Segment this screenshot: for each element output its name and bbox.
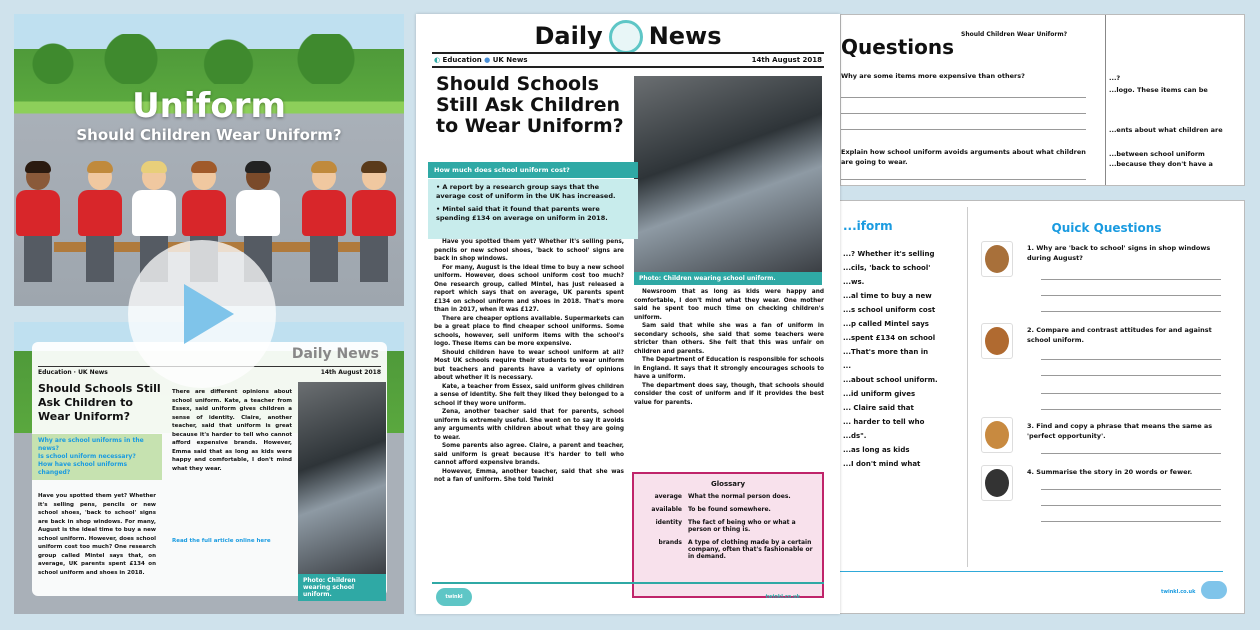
article-title: ...iform (843, 219, 893, 233)
photo-caption: Photo: Children wearing school uniform. (298, 574, 386, 601)
article-line: ...spent £134 on school (843, 334, 936, 342)
meta-bar: ◐ Education ● UK News 14th August 2018 (434, 56, 822, 64)
glossary-row: brands A type of clothing made by a certain company, often that's fashionable or in demand. (658, 539, 813, 560)
question-text: Why are some items more expensive than others? (841, 72, 1025, 80)
article-headline: Should Schools Still Ask Children to Wear Uniform? (436, 73, 624, 137)
fact-bullet: • A report by a research group says that the average cost of uniform in the UK has increased. (436, 183, 616, 200)
dog-icon (981, 323, 1013, 359)
glossary-title: Glossary (710, 480, 746, 488)
photo-caption: Photo: Children wearing school uniform. (634, 272, 822, 285)
glossary-row: available To be found somewhere. (651, 506, 771, 513)
masthead-left: Daily (534, 22, 603, 50)
slide-title: Uniform (132, 86, 286, 126)
question-1: 1. Why are 'back to school' signs in shop windows during August? (1027, 244, 1211, 262)
masthead (416, 20, 840, 54)
side-text: ...logo. These items can be (1109, 86, 1208, 94)
article-photo (298, 382, 386, 574)
read-more-link[interactable]: Read the full article online here (172, 538, 271, 544)
play-icon (184, 284, 234, 344)
fact-bullet: • Mintel said that it found that parents were spending £134 on average on uniform in 2018. (436, 205, 608, 222)
article-line: ... Claire said that (843, 404, 914, 412)
child-illustration (16, 164, 60, 284)
tag-uk-news[interactable]: UK News (78, 369, 108, 376)
question-2: 2. Compare and contrast attitudes for and against school uniform. (1027, 326, 1212, 344)
footer-text: twinkl.co.uk (1161, 589, 1196, 595)
article-column: There are different opinions about school uniform. Kate, a teacher from Essex, said uniform gives children a sense of identity. Claire, another teacher, said that uniform is great because it's harder to tell who cannot afford expensive brands. However, Emma said that as long as kids were happy and comfortable, I don't mind what they wear. (172, 389, 292, 472)
masthead-left: Daily (291, 346, 332, 362)
side-text: ...ents about what children are (1109, 126, 1223, 134)
article-line: ...al time to buy a new (843, 292, 932, 300)
footer-text: twinkl.co.uk (765, 594, 800, 600)
child-illustration (78, 164, 122, 284)
article-photo (634, 76, 822, 272)
side-text: ...? (1109, 74, 1121, 82)
article-line: ...about school uniform. (843, 376, 938, 384)
tag-uk-news: UK News (492, 56, 528, 64)
article-link[interactable]: Is school uniform necessary? (38, 453, 136, 460)
question-3: 3. Find and copy a phrase that means the same as 'perfect opportunity'. (1027, 422, 1213, 440)
twinkl-logo: twinkl (436, 588, 472, 606)
article-line: ...id uniform gives (843, 390, 916, 398)
quick-questions-worksheet (830, 200, 1245, 614)
side-text: ...between school uniform ...because they don't have a (1109, 150, 1213, 168)
tag-education[interactable]: Education (38, 369, 72, 376)
question-4: 4. Summarise the story in 20 words or fewer. (1027, 468, 1193, 476)
article-line: ... harder to tell who (843, 418, 925, 426)
dog-icon (981, 417, 1013, 453)
article-line: ...That's more than in (843, 348, 929, 356)
slide-masthead (292, 346, 379, 362)
worksheet-header: Should Children Wear Uniform? (961, 31, 1068, 38)
tag-education: Education (442, 56, 482, 64)
twinkl-logo-icon (1201, 581, 1227, 599)
glossary-box (632, 472, 824, 598)
article-link[interactable]: Why are school uniforms in the news? (38, 437, 144, 452)
child-illustration (302, 164, 346, 284)
quick-questions-title: Quick Questions (1051, 221, 1162, 235)
article-column: Have you spotted them yet? Whether it's selling pens, pencils or new school shoes, 'back to school' signs are back in shop windows. For many, August is the ideal time to buy a new school uniform. However, does school uniform cost too much? One research group called Mintel says that, on average, UK parents spent £134 on school uniform and shoes in 2018. (38, 493, 156, 576)
question-text: Explain how school uniform avoids arguments about what children are going to wear. (841, 148, 1086, 166)
article-column-1: Have you spotted them yet? Whether it's selling pens, pencils or new school shoes, 'back to school' signs are back in shop windows. For many, August is the ideal time to buy a new school uniform. However, does school uniform cost too much? One research group, called Mintel, has just released a report which says that on average, UK parents spent £134 on school uniform and shoes in 2018. That's more than in 2017, when it was £127. There are cheaper options available. Supermarkets can be a great place to find cheaper school uniforms. Some schools, however, sell uniform items with the school's logo. These items can be more expensive. Should children have to wear school uniform at all? Most UK schools require their students to wear uniform but teachers and parents have a variety of opinions about whether it is necessary. Kate, a teacher from Essex, said uniform gives children a sense of identity. She felt they liked they belonged to a school if they wore uniform. Zena, another teacher said that for parents, school uniform is extremely useful. She went on to say it avoids any arguments with children about what they are going to wear. Some parents also agree. Claire, a parent and teacher, said uniform is great because it's harder to tell who cannot afford expensive brands. However, Emma, another teacher, said that she was not a fan of uniform. She told Twinkl (434, 239, 624, 483)
glossary-row: identity The fact of being who or what a person or thing is. (655, 519, 796, 533)
fact-box-title: How much does school uniform cost? (428, 162, 638, 178)
worksheet-title: Questions (841, 35, 955, 59)
trees-illustration (14, 34, 404, 84)
article-line: ...ds". (843, 432, 867, 440)
article-line: ...as long as kids (843, 446, 910, 454)
glossary-row: average What the normal person does. (654, 493, 791, 500)
slide-subtitle: Should Children Wear Uniform? (76, 126, 342, 144)
article-date: 14th August 2018 (320, 369, 381, 376)
masthead-right: News (336, 346, 379, 362)
masthead-right: News (648, 22, 722, 50)
fact-box (428, 179, 638, 239)
play-button[interactable] (128, 240, 276, 388)
dog-icon (981, 465, 1013, 501)
article-line: ...cils, 'back to school' (843, 264, 931, 272)
article-line: ...? Whether it's selling (843, 250, 935, 258)
newspaper-page (416, 14, 840, 614)
article-date: 14th August 2018 (751, 56, 822, 64)
newspaper-logo-icon (609, 20, 643, 54)
article-column-2: Newsroom that as long as kids were happy and comfortable, I don't mind what they wear. One mother said he spent too much time on checking children's uniform. Sam said that while she was a fan of uniform in secondary schools, she said that some teachers were stricter than others. She felt that this was unfair on children and parents. The Department of Education is responsible for schools in England. It says that it strongly encourages schools to have a uniform. The department does say, though, that schools should consider the cost of uniform and if it provides the best value for parents. (634, 289, 824, 406)
article-line: ...p called Mintel says (843, 320, 929, 328)
child-illustration (352, 164, 396, 284)
article-line: ... (843, 362, 851, 370)
article-line: ...I don't mind what (843, 460, 921, 468)
questions-worksheet (840, 14, 1245, 186)
article-link[interactable]: How have school uniforms changed? (38, 461, 128, 476)
article-line: ...ws. (843, 278, 865, 286)
dog-icon (981, 241, 1013, 277)
article-headline: Should Schools Still Ask Children to Wear Uniform? (38, 382, 161, 423)
article-card: Daily News Education · UK News 14th August 2018 Should Schools Still Ask Children to Wear Uniform? Why are school uniforms in the news? Is school uniform necessary? How have school uniforms changed? Have you spotted them yet? Whether it's selling pens, pencils or new school shoes, 'back to school' signs are back in shop windows. For many, August is the ideal time to buy a new school uniform. However, does school uniform cost too much? One research group called Mintel says that, on average, UK parents spent £134 on school uniform and shoes in 2018. There are different opinions about school uniform. Kate, a teacher from Essex, said uniform gives children a sense of identity. Claire, another teacher, said that uniform is great because it's harder to tell who cannot afford expensive brands. However, Emma said that as long as kids were happy and comfortable, I don't mind what they wear. Read the full article online here Photo: Children wearing school uniform. (32, 342, 387, 596)
article-line: ...s school uniform cost (843, 306, 936, 314)
article-excerpt (843, 247, 968, 471)
